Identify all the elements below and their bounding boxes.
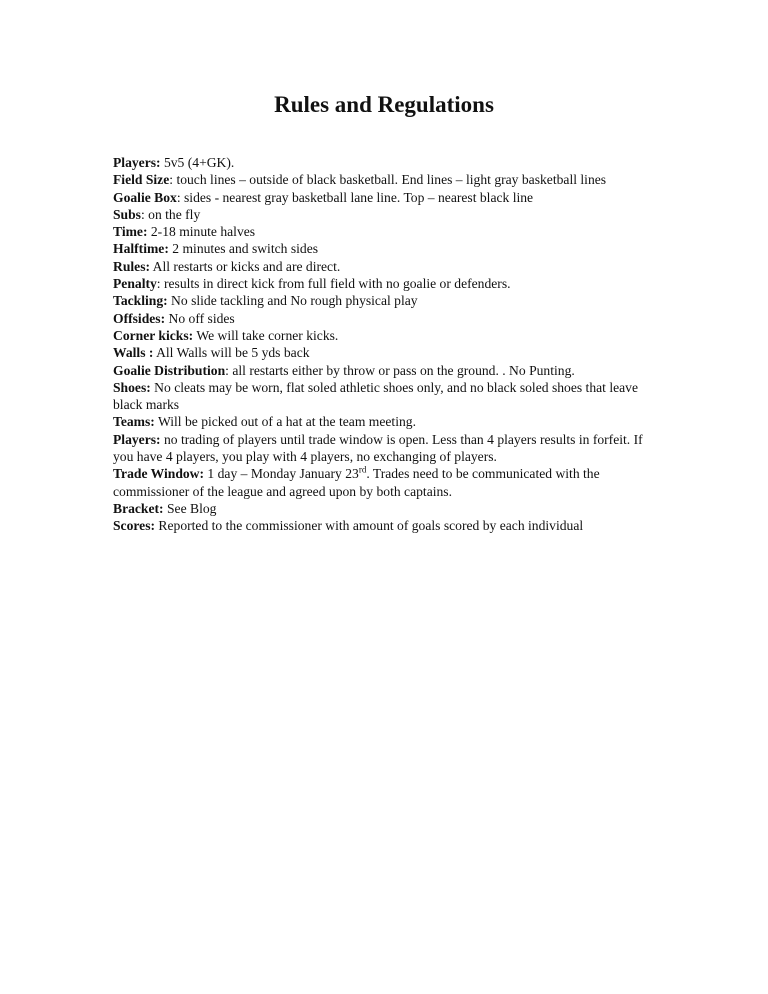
- rule-item-trade-window: [113, 465, 651, 500]
- rule-label: Offsides:: [113, 310, 166, 326]
- rule-label: Scores:: [113, 518, 156, 534]
- page-title: Rules and Regulations: [274, 92, 494, 117]
- rule-label: Goalie Box: [113, 189, 177, 205]
- rule-text-continued: . Trades need to be communicated with the commissioner of the league and agreed upon by both captains.: [113, 466, 600, 499]
- rule-label: Rules:: [113, 258, 151, 274]
- rule-label: Goalie Distribution: [113, 362, 226, 378]
- rule-label: Bracket:: [113, 500, 164, 516]
- rule-label: Teams:: [113, 414, 155, 430]
- ordinal-suffix: rd: [358, 464, 367, 475]
- rule-text: Will be picked out of a hat at the team meeting.: [154, 414, 416, 430]
- rule-item-goalie-box: [113, 189, 651, 206]
- rule-label: Trade Window:: [113, 466, 205, 482]
- rule-label: Tackling:: [113, 293, 168, 309]
- rule-text: : results in direct kick from full field with no goalie or defenders.: [156, 276, 511, 292]
- rule-label: Penalty: [113, 276, 157, 292]
- rule-item-players-trading: [113, 431, 651, 466]
- rule-item-corner-kicks: [113, 327, 651, 344]
- rule-text: : on the fly: [140, 206, 201, 222]
- rule-label: Halftime:: [113, 241, 169, 257]
- rule-label: Players:: [113, 431, 161, 447]
- rule-label: Corner kicks:: [113, 327, 194, 343]
- rule-item-teams: [113, 413, 651, 430]
- rule-text: No off sides: [165, 310, 235, 326]
- rule-item-field-size: [113, 171, 651, 188]
- rule-item-time: [113, 223, 651, 240]
- rule-text: 2 minutes and switch sides: [168, 241, 319, 257]
- rule-text: : all restarts either by throw or pass on the ground. . No Punting.: [225, 362, 575, 378]
- rule-item-bracket: [113, 500, 651, 517]
- rule-item-players: [113, 154, 651, 171]
- rule-label: Walls :: [113, 345, 154, 361]
- rule-item-rules: [113, 258, 651, 275]
- rule-item-goalie-distribution: [113, 362, 651, 379]
- rule-item-offsides: [113, 310, 651, 327]
- rule-text: No slide tackling and No rough physical play: [167, 293, 418, 309]
- rule-text: All Walls will be 5 yds back: [153, 345, 310, 361]
- rules-list: [113, 154, 651, 535]
- rule-label: Players:: [113, 155, 161, 170]
- rule-text: No cleats may be worn, flat soled athletic shoes only, and no black soled shoes that leave black marks: [113, 379, 639, 413]
- rule-label: Subs: [113, 206, 141, 222]
- rule-item-subs: [113, 206, 651, 223]
- rule-label: Field Size: [113, 172, 170, 188]
- rule-text: All restarts or kicks and are direct.: [150, 258, 341, 274]
- rule-label: Shoes:: [113, 379, 151, 395]
- rule-item-walls: [113, 344, 651, 361]
- rule-label: Time:: [113, 224, 148, 240]
- rule-text: no trading of players until trade window is open. Less than 4 players results in forfeit. If you have 4 players, you play with 4 players, no exchanging of players.: [113, 431, 643, 465]
- rule-text: 2-18 minute halves: [147, 224, 256, 240]
- rule-text: : sides - nearest gray basketball lane line. Top – nearest black line: [176, 189, 534, 205]
- rule-item-scores: [113, 517, 651, 534]
- rule-text: : touch lines – outside of black basketball. End lines – light gray basketball lines: [169, 172, 607, 188]
- rule-item-shoes: [113, 379, 651, 414]
- rule-text: Reported to the commissioner with amount of goals scored by each individual: [155, 518, 584, 534]
- rule-text: 5v5 (4+GK).: [160, 155, 235, 170]
- rule-item-penalty: [113, 275, 651, 292]
- rule-text: See Blog: [163, 500, 217, 516]
- rule-item-tackling: [113, 292, 651, 309]
- rule-text: We will take corner kicks.: [193, 327, 339, 343]
- rule-item-halftime: [113, 240, 651, 257]
- rule-text: 1 day – Monday January 23: [204, 466, 359, 482]
